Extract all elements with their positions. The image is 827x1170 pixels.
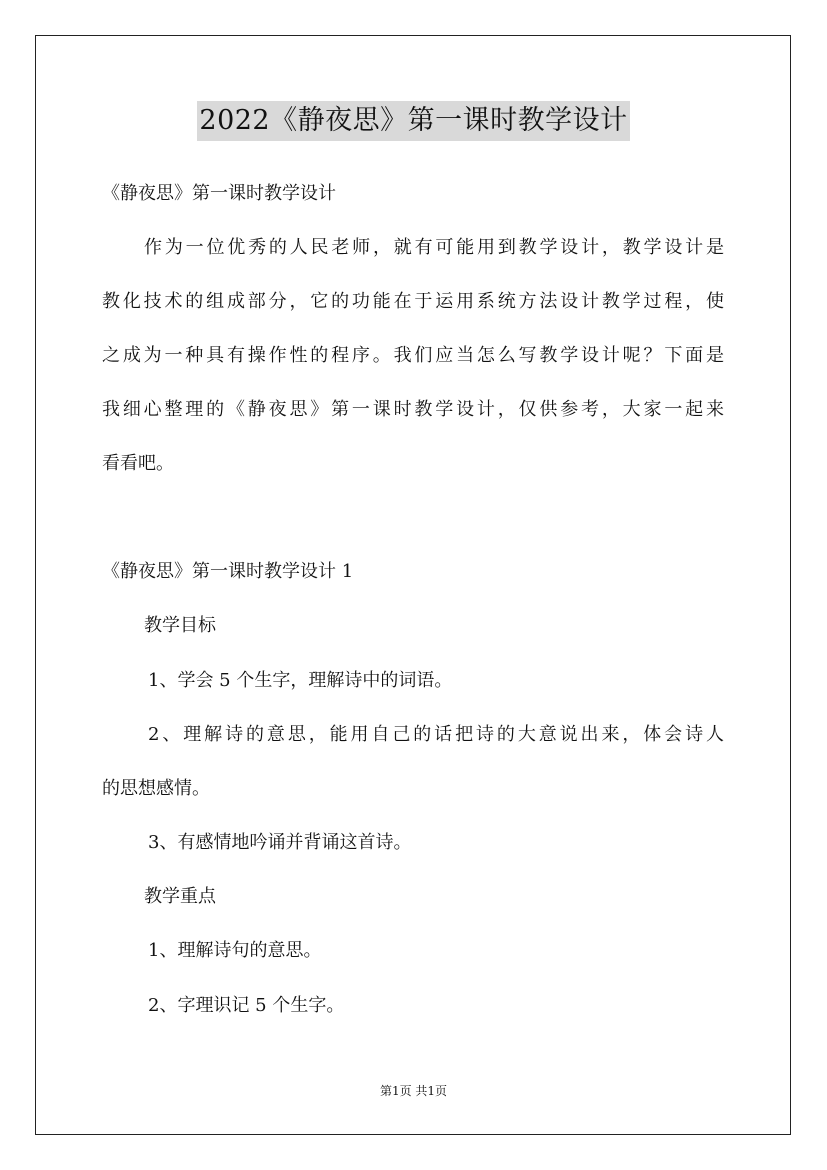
intro-line-1: 作为一位优秀的人民老师，就有可能用到教学设计，教学设计是 xyxy=(144,237,724,258)
title-container xyxy=(0,101,827,141)
goals-heading: 教学目标 xyxy=(144,615,216,636)
goal-3: 3、有感情地吟诵并背诵这首诗。 xyxy=(148,832,412,853)
focus-heading: 教学重点 xyxy=(144,886,216,907)
intro-line-4: 我细心整理的《静夜思》第一课时教学设计，仅供参考，大家一起来 xyxy=(102,399,724,420)
goal-2-line-2: 的思想感情。 xyxy=(102,778,210,799)
goal-1: 1、学会 5 个生字，理解诗中的词语。 xyxy=(148,670,453,691)
document-title: 2022《静夜思》第一课时教学设计 xyxy=(197,101,629,141)
goal-2-line-1: 2、理解诗的意思，能用自己的话把诗的大意说出来，体会诗人 xyxy=(148,724,724,745)
page-footer: 第1页 共1页 xyxy=(379,1084,448,1098)
intro-line-2: 教化技术的组成部分，它的功能在于运用系统方法设计教学过程，使 xyxy=(102,291,724,312)
intro-line-5: 看看吧。 xyxy=(102,453,174,474)
focus-1: 1、理解诗句的意思。 xyxy=(148,940,322,961)
section-heading: 《静夜思》第一课时教学设计 1 xyxy=(102,561,354,582)
intro-line-3: 之成为一种具有操作性的程序。我们应当怎么写教学设计呢？下面是 xyxy=(102,345,724,366)
focus-2: 2、字理识记 5 个生字。 xyxy=(148,995,345,1016)
document-subtitle: 《静夜思》第一课时教学设计 xyxy=(102,183,336,204)
